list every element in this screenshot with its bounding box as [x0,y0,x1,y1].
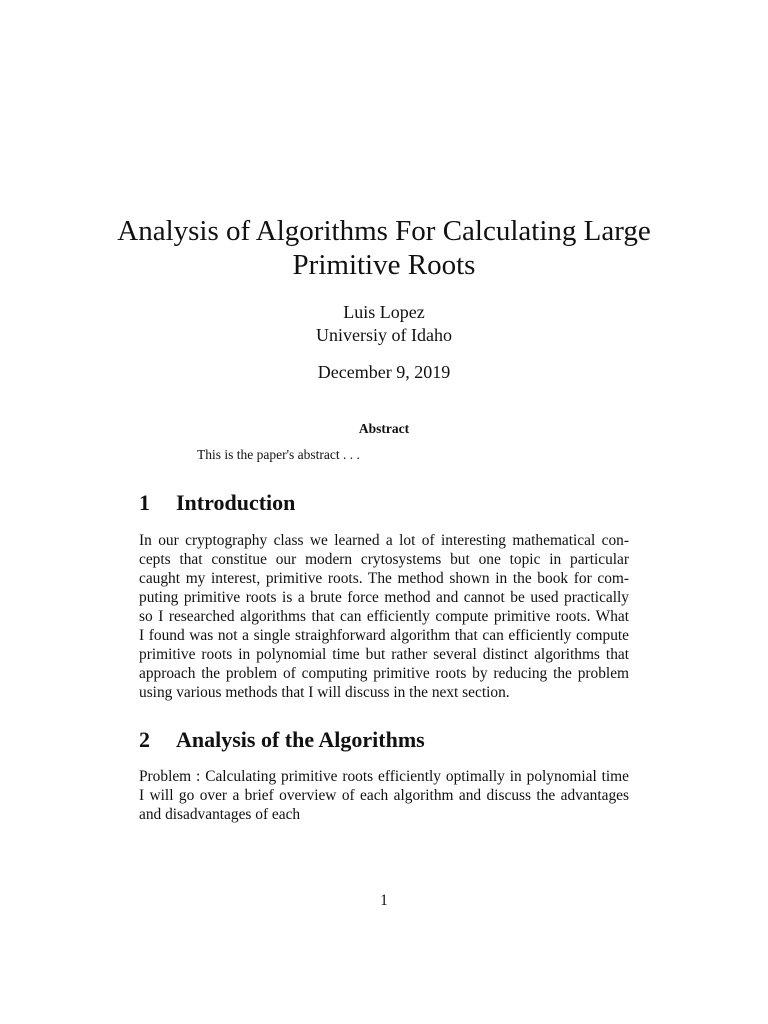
paragraph-line: Problem : Calculating primitive roots efficiently optimally in polynomial time [139,768,629,785]
paragraph-line: cepts that constitue our modern crytosystems but one topic in particular [139,551,629,568]
paper-date: December 9, 2019 [317,362,451,382]
paragraph-line: primitive roots in polynomial time but rather several distinct algorithms that [139,646,629,663]
analysis-paragraph [139,767,629,824]
section-number: 2 [139,727,150,752]
paragraph-line: using various methods that I will discuss in the next section. [139,684,510,701]
paragraph-line: so I researched algorithms that can efficiently compute primitive roots. What [139,608,629,625]
author-affiliation: Universiy of Idaho [316,325,452,345]
paper-title [100,214,668,282]
section-heading-introduction [139,490,295,516]
section-number: 1 [139,490,150,515]
paragraph-line: I found was not a single straighforward algorithm that can efficiently compute [139,627,629,644]
abstract-heading: Abstract [358,421,410,436]
page-number: 1 [380,892,388,909]
paragraph-line: In our cryptography class we learned a lot of interesting mathematical con- [139,532,629,549]
introduction-paragraph [139,531,629,702]
title-line-2: Primitive Roots [292,249,476,281]
paragraph-line: and disadvantages of each [139,806,301,823]
section-title: Introduction [176,490,296,515]
paragraph-line: caught my interest, primitive roots. The method shown in the book for com- [139,570,629,587]
author-block [0,301,768,347]
paragraph-line: I will go over a brief overview of each algorithm and discuss the advantages [139,787,629,804]
author-name: Luis Lopez [343,302,425,322]
section-heading-analysis [139,727,425,753]
section-title: Analysis of the Algorithms [176,727,425,752]
paragraph-line: puting primitive roots is a brute force method and cannot be used practically [139,589,629,606]
title-line-1: Analysis of Algorithms For Calculating Large [117,215,651,247]
paragraph-line: approach the problem of computing primitive roots by reducing the problem [139,665,629,682]
abstract-text: This is the paper's abstract . . . [197,447,360,462]
